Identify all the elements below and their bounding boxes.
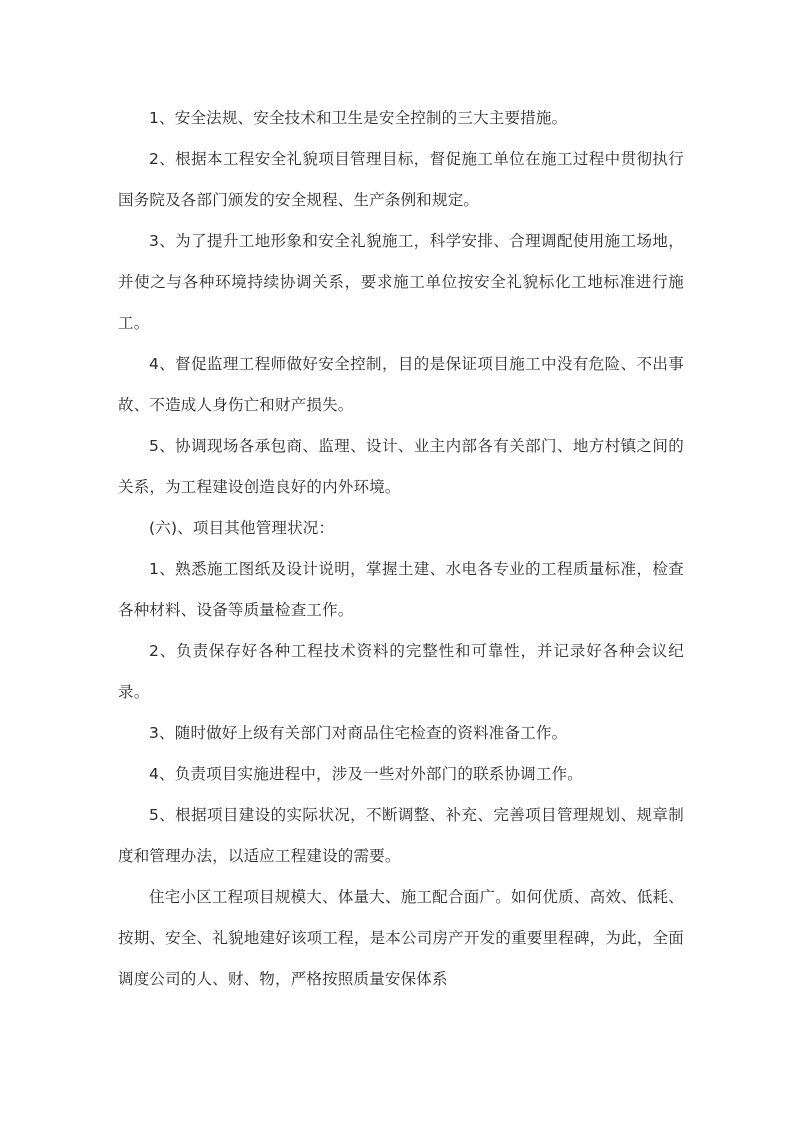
- paragraph-safety-regulations: 2、根据本工程安全礼貌项目管理目标，督促施工单位在施工过程中贯彻执行国务院及各部门颁发的安全规程、生产条例和规定。: [118, 150, 684, 209]
- paragraph-supervision: 4、督促监理工程师做好安全控制，目的是保证项目施工中没有危险、不出事故、不造成人身伤亡和财产损失。: [118, 355, 684, 414]
- paragraph-technical-documents: 2、负责保存好各种工程技术资料的完整性和可靠性，并记录好各种会议纪录。: [118, 642, 684, 701]
- paragraph-inspection-prep: 3、随时做好上级有关部门对商品住宅检查的资料准备工作。: [149, 724, 568, 742]
- paragraph-planning-adjustment: 5、根据项目建设的实际状况，不断调整、补充、完善项目管理规划、规章制度和管理办法，以适应工程建设的需要。: [118, 806, 684, 865]
- paragraph-coordination: 5、协调现场各承包商、监理、设计、业主内部各有关部门、地方村镇之间的关系，为工程建设创造良好的内外环境。: [118, 437, 684, 496]
- document-body: [118, 98, 684, 1000]
- paragraph-project-scale: 住宅小区工程项目规模大、体量大、施工配合面广。如何优质、高效、低耗、按期、安全、礼貌地建好该项工程，是本公司房产开发的重要里程碑，为此，全面调度公司的人、财、物，严格按照质量安保体系: [118, 888, 684, 988]
- paragraph-site-image: 3、为了提升工地形象和安全礼貌施工，科学安排、合理调配使用施工场地，并使之与各种环境持续协调关系，要求施工单位按安全礼貌标化工地标准进行施工。: [118, 232, 684, 332]
- paragraph-external-liaison: 4、负责项目实施进程中，涉及一些对外部门的联系协调工作。: [149, 765, 583, 783]
- paragraph-drawings: 1、熟悉施工图纸及设计说明，掌握土建、水电各专业的工程质量标准，检查各种材料、设备等质量检查工作。: [118, 560, 684, 619]
- paragraph-safety-measures: 1、安全法规、安全技术和卫生是安全控制的三大主要措施。: [149, 109, 568, 127]
- section-heading-other-management: (六)、项目其他管理状况：: [149, 519, 335, 537]
